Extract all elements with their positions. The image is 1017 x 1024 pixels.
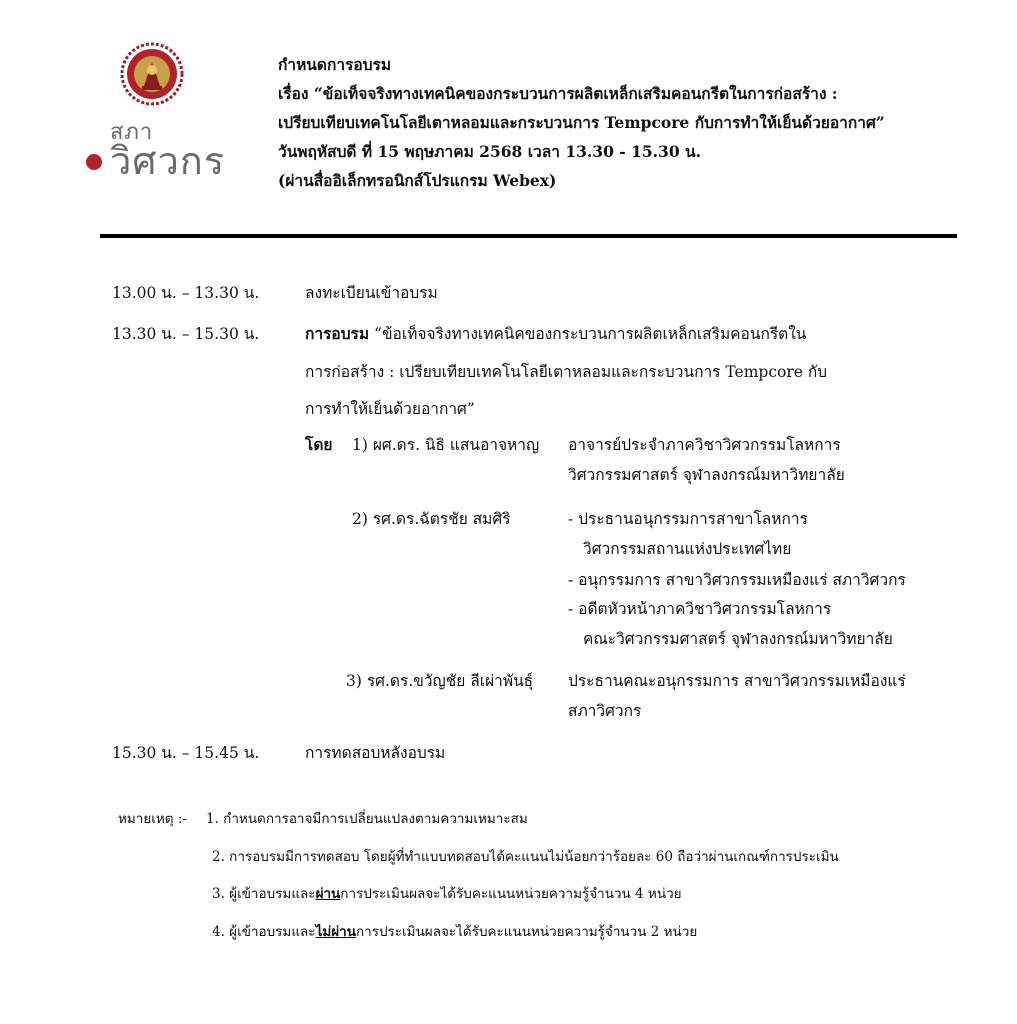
note-3-prefix: 3. ผู้เข้าอบรมและ (212, 886, 316, 902)
speaker3-name: 3) รศ.ดร.ขวัญชัย ลีเผ่าพันธุ์ (346, 672, 534, 690)
council-logo (82, 36, 252, 186)
speaker2-desc-line2: วิศวกรรมสถานแห่งประเทศไทย (583, 540, 792, 558)
speaker3-desc-line2: สภาวิศวกร (568, 702, 642, 720)
session3-time: 15.30 น. – 15.45 น. (112, 744, 260, 762)
session1-time: 13.00 น. – 13.30 น. (112, 284, 260, 302)
speaker2-desc-line4: - อดีตหัวหน้าภาควิชาวิศวกรรมโลหการ (568, 600, 832, 618)
session2-title-line2: การก่อสร้าง : เปรียบเทียบเทคโนโลยีเตาหลอมและกระบวนการ Tempcore กับ (305, 363, 828, 381)
logo-text-sapa: สภา (110, 120, 154, 145)
logo-text-wisawakorn: วิศวกร (110, 139, 226, 183)
note-2: 2. การอบรมมีการทดสอบ โดยผู้ที่ทำแบบทดสอบได้คะแนนไม่น้อยกว่าร้อยละ 60 ถือว่าผ่านเกณฑ์การประเมิน (212, 849, 839, 865)
note-3-suffix: การประเมินผลจะได้รับคะแนนหน่วยความรู้จำนวน 4 หน่วย (340, 886, 682, 902)
speaker2-desc-line5: คณะวิศวกรรมศาสตร์ จุฬาลงกรณ์มหาวิทยาลัย (583, 630, 893, 648)
speaker2-desc-line3: - อนุกรรมการ สาขาวิศวกรรมเหมืองแร่ สภาวิศวกร (568, 571, 906, 589)
note-3 (212, 883, 682, 905)
header-subject-line1: เรื่อง “ข้อเท็จจริงทางเทคนิคของกระบวนการผลิตเหล็กเสริมคอนกรีตในการก่อสร้าง : (278, 84, 838, 103)
session2-time: 13.30 น. – 15.30 น. (112, 325, 260, 343)
speaker2-name: 2) รศ.ดร.ฉัตรชัย สมศิริ (352, 510, 511, 528)
note-4-suffix: การประเมินผลจะได้รับคะแนนหน่วยความรู้จำนวน 2 หน่วย (355, 924, 698, 940)
note-4 (212, 921, 697, 943)
council-seal-icon (120, 42, 184, 106)
speaker1-desc-line2: วิศวกรรมศาสตร์ จุฬาลงกรณ์มหาวิทยาลัย (568, 466, 845, 484)
note-4-prefix: 4. ผู้เข้าอบรมและ (212, 924, 316, 940)
note-4-fail: ไม่ผ่าน (315, 924, 356, 940)
header-date-time: วันพฤหัสบดี ที่ 15 พฤษภาคม 2568 เวลา 13.30 - 15.30 น. (278, 142, 702, 161)
document-header (278, 50, 978, 195)
by-label: โดย (305, 435, 333, 454)
speaker3-desc-line1: ประธานคณะอนุกรรมการ สาขาวิศวกรรมเหมืองแร่ (568, 672, 906, 690)
notes-label: หมายเหตุ :- (118, 811, 187, 827)
session2-title-line3: การทำให้เย็นด้วยอากาศ” (305, 400, 475, 418)
speaker2-desc-line1: - ประธานอนุกรรมการสาขาโลหการ (568, 510, 808, 528)
note-1: 1. กำหนดการอาจมีการเปลี่ยนแปลงตามความเหมาะสม (206, 811, 528, 827)
session2-topic-start: “ข้อเท็จจริงทางเทคนิคของกระบวนการผลิตเหล็กเสริมคอนกรีตใน (369, 325, 807, 343)
header-subject-line2: เปรียบเทียบเทคโนโลยีเตาหลอมและกระบวนการ Tempcore กับการทำให้เย็นด้วยอากาศ” (278, 113, 885, 132)
session2-label: การอบรม (305, 324, 370, 343)
header-title: กำหนดการอบรม (278, 55, 392, 74)
session2-title-line1 (305, 323, 806, 345)
logo-dot (86, 154, 102, 170)
header-platform: (ผ่านสื่ออิเล็กทรอนิกส์โปรแกรม Webex) (278, 171, 557, 190)
session1-text: ลงทะเบียนเข้าอบรม (305, 284, 438, 302)
session3-text: การทดสอบหลังอบรม (305, 744, 446, 762)
speaker1-name: 1) ผศ.ดร. นิธิ แสนอาจหาญ (352, 436, 540, 454)
header-divider (100, 234, 957, 238)
speaker1-desc-line1: อาจารย์ประจำภาควิชาวิศวกรรมโลหการ (568, 436, 841, 454)
note-3-pass: ผ่าน (315, 886, 341, 902)
